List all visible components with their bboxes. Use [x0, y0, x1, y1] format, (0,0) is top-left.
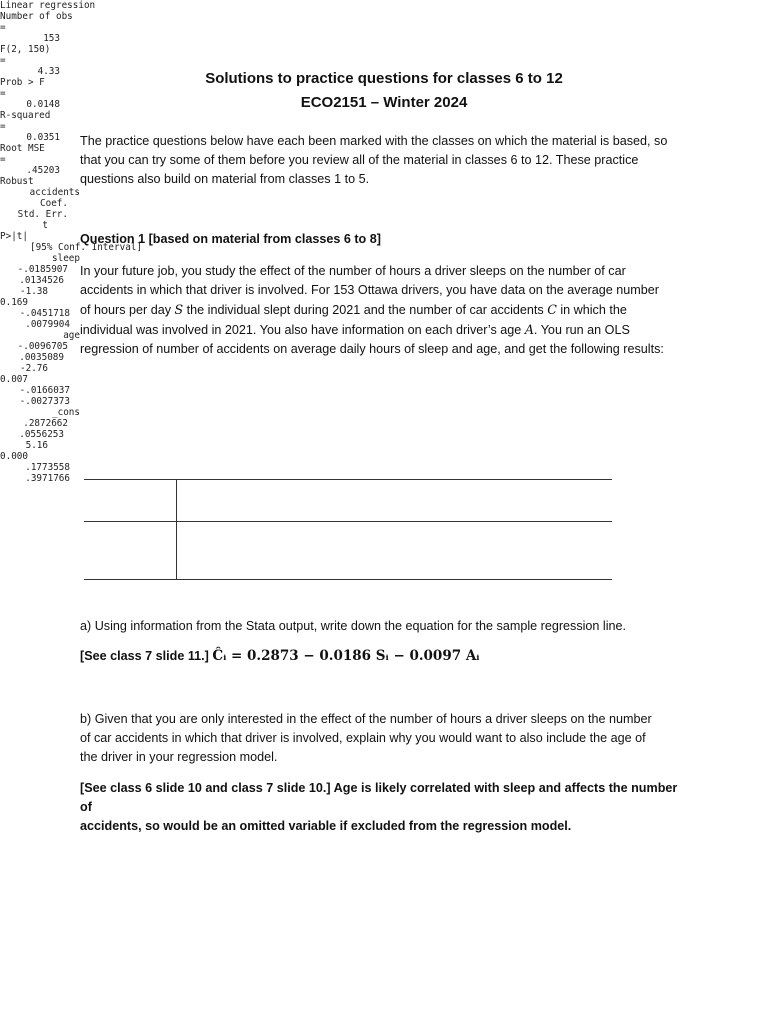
row-coef: .2872662	[23, 418, 68, 429]
question-line: b) Given that you are only interested in the effect of the number of hours a driver sleeps on the number	[80, 712, 652, 726]
row-p: 0.169	[0, 297, 28, 308]
text-run: . You run an OLS	[533, 323, 630, 337]
question-1-heading: Question 1 [based on material from classes 6 to 8]	[80, 232, 381, 246]
row-ci-low: .1773558	[25, 462, 70, 473]
variable-a: A	[524, 322, 534, 337]
text-run: the individual slept during 2021 and the number of car accidents	[183, 303, 548, 317]
variable-c: C	[547, 302, 557, 317]
table-divider	[176, 479, 177, 579]
question-line: of car accidents in which that driver is involved, explain why you would want to also include the age of	[80, 731, 646, 745]
row-se: .0035089	[19, 352, 64, 363]
row-coef: -.0096705	[17, 341, 68, 352]
question-line	[80, 320, 688, 340]
row-ci-low: -.0166037	[19, 385, 70, 396]
stat-equals: =	[0, 22, 6, 33]
stat-label: Prob > F	[0, 77, 45, 88]
intro-paragraph	[80, 132, 688, 189]
row-t: -2.76	[20, 363, 48, 374]
text-run: individual was involved in 2021. You also have information on each driver’s age	[80, 323, 525, 337]
row-p: 0.007	[0, 374, 28, 385]
row-ci-high: .3971766	[25, 473, 70, 484]
part-a-question: a) Using information from the Stata output, write down the equation for the sample regression line.	[80, 619, 627, 633]
stat-equals: =	[0, 121, 6, 132]
header-robust: Robust	[0, 176, 34, 187]
stat-value: 0.0351	[26, 132, 60, 143]
header-std-err: Std. Err.	[17, 209, 68, 220]
row-se: .0134526	[19, 275, 64, 286]
header-ci: [95% Conf. Interval]	[30, 242, 142, 253]
part-b-answer	[80, 779, 688, 836]
variable-s: S	[174, 302, 184, 317]
row-var: age	[63, 330, 80, 341]
stat-label: F(2, 150)	[0, 44, 51, 55]
header-coef: Coef.	[40, 198, 68, 209]
part-a-answer	[80, 647, 688, 666]
stat-equals: =	[0, 154, 6, 165]
table-top-rule	[84, 479, 612, 480]
header-t: t	[42, 220, 48, 231]
question-line: accidents in which that driver is involved. For 153 Ottawa drivers, you have data on the average number	[80, 283, 659, 297]
question-line	[80, 300, 688, 320]
stat-value: .45203	[26, 165, 60, 176]
row-coef: -.0185907	[17, 264, 68, 275]
row-p: 0.000	[0, 451, 28, 462]
stat-equals: =	[0, 55, 6, 66]
part-a-reference: [See class 7 slide 11.]	[80, 649, 209, 663]
stat-label: Number of obs	[0, 11, 73, 22]
answer-line: [See class 6 slide 10 and class 7 slide 10.] Age is likely correlated with sleep and affects the number of	[80, 781, 678, 814]
stat-label: Root MSE	[0, 143, 45, 154]
row-ci-high: .0079904	[25, 319, 70, 330]
row-var: _cons	[52, 407, 80, 418]
course-subtitle: ECO2151 – Winter 2024	[300, 94, 468, 111]
answer-line: accidents, so would be an omitted variable if excluded from the regression model.	[80, 819, 572, 833]
row-ci-high: -.0027373	[19, 396, 70, 407]
regression-equation: Ĉᵢ = 0.2873 − 0.0186 Sᵢ − 0.0097 Aᵢ	[212, 648, 480, 664]
part-b-question	[80, 710, 688, 767]
question-line: regression of number of accidents on average daily hours of sleep and age, and get the following results:	[80, 342, 664, 356]
question-line: In your future job, you study the effect of the number of hours a driver sleeps on the number of car	[80, 264, 626, 278]
stat-equals: =	[0, 88, 6, 99]
header-p: P>|t|	[0, 231, 28, 242]
text-run: in which the	[556, 303, 627, 317]
question-1-paragraph	[80, 262, 688, 359]
row-se: .0556253	[19, 429, 64, 440]
text-run: of hours per day	[80, 303, 175, 317]
table-header-rule	[84, 521, 612, 522]
header-dependent: accidents	[29, 187, 80, 198]
intro-line: that you can try some of them before you review all of the material in classes 6 to 12. These practice	[80, 153, 639, 167]
row-var: sleep	[52, 253, 80, 264]
stat-value: 153	[43, 33, 60, 44]
stat-value: 4.33	[37, 66, 60, 77]
stat-value: 0.0148	[26, 99, 60, 110]
model-label: Linear regression	[0, 0, 96, 11]
stat-label: R-squared	[0, 110, 51, 121]
intro-line: questions also build on material from classes 1 to 5.	[80, 172, 370, 186]
document-title: Solutions to practice questions for classes 6 to 12	[205, 70, 563, 87]
row-t: -1.38	[20, 286, 48, 297]
intro-line: The practice questions below have each been marked with the classes on which the material is based, so	[80, 134, 668, 148]
row-ci-low: -.0451718	[19, 308, 70, 319]
row-t: 5.16	[25, 440, 48, 451]
question-line: the driver in your regression model.	[80, 750, 278, 764]
table-bottom-rule	[84, 579, 612, 580]
